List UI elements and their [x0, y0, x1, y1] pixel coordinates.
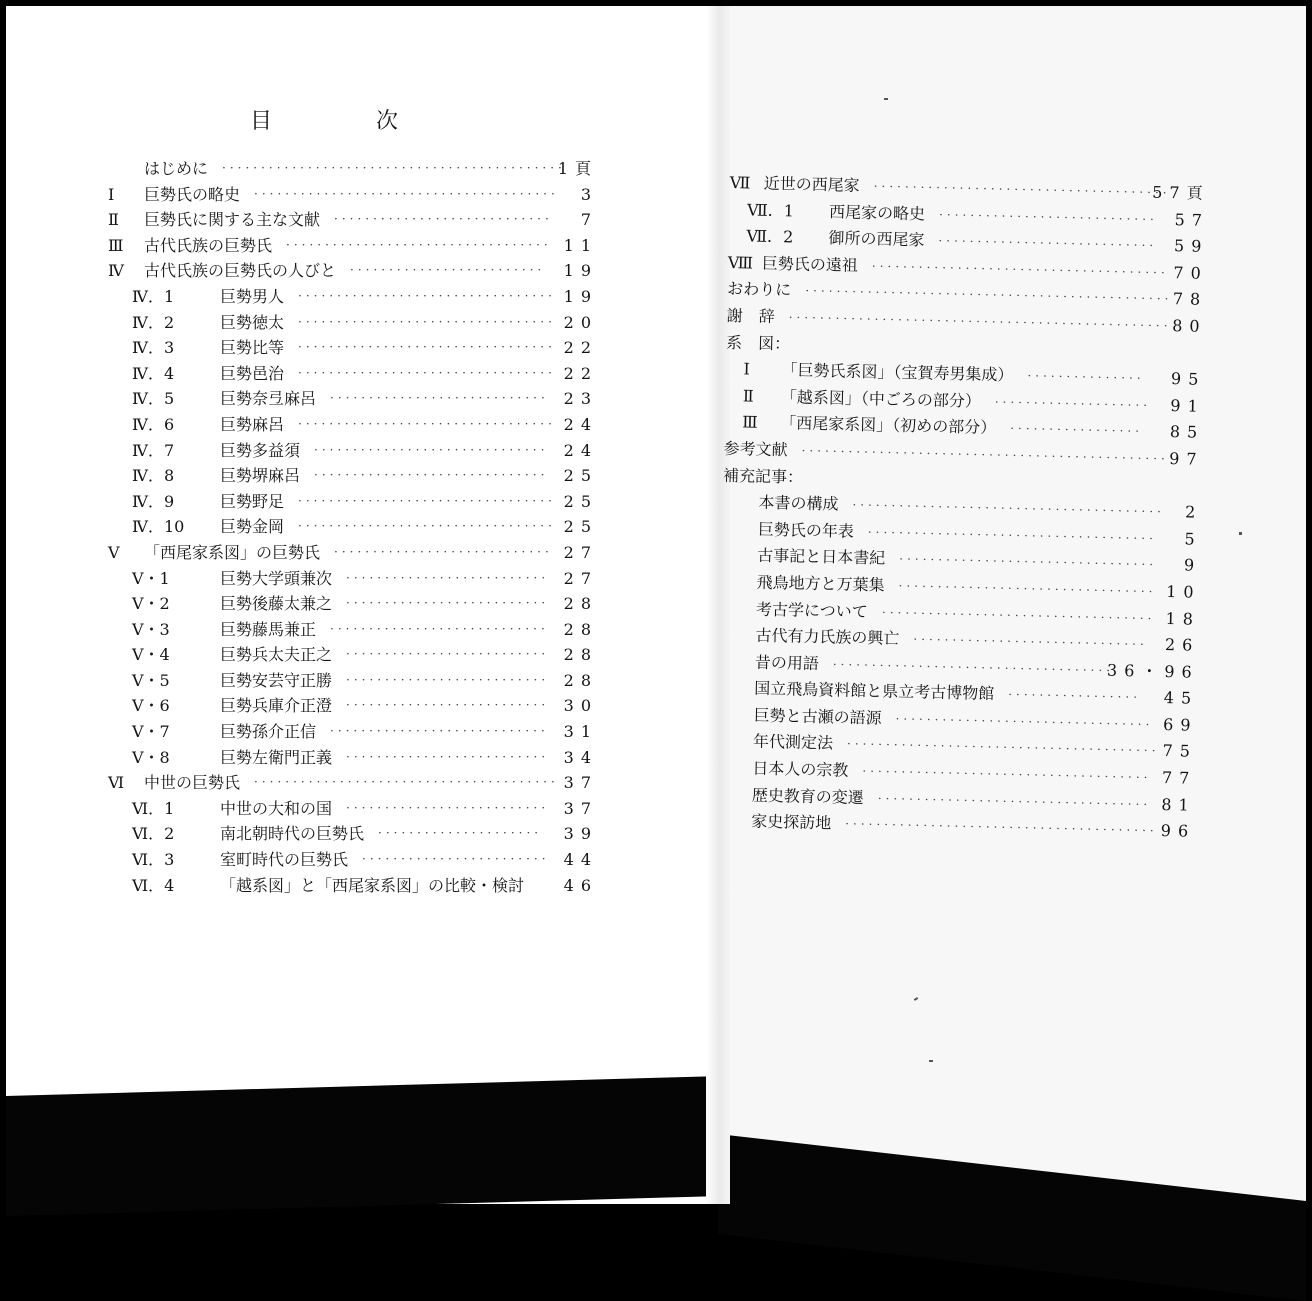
toc-entry-page: 28	[563, 594, 598, 614]
toc-entry-label: 中世の巨勢氏	[144, 773, 241, 793]
toc-dot-leader: ······························	[913, 632, 1148, 652]
toc-entry-number: Ⅵ．2	[132, 824, 175, 844]
toc-dot-leader: ·································	[298, 340, 556, 355]
toc-entry	[108, 412, 598, 438]
toc-entry-label: 巨勢金岡	[220, 517, 285, 537]
toc-entry-label: 巨勢後藤太兼之	[220, 594, 333, 614]
toc-entry	[108, 182, 598, 208]
toc-entry-page: 57頁	[1152, 182, 1210, 203]
toc-entry-label: 年代測定法	[752, 732, 834, 753]
toc-entry-number: Ⅶ．1	[746, 199, 795, 221]
toc-entry-page: 22	[563, 363, 598, 383]
toc-dot-leader: ····························	[334, 212, 553, 227]
toc-entry-page: 59	[1173, 236, 1209, 257]
toc-dot-leader: ··························	[346, 570, 550, 585]
toc-entry-label: 「越系図」（中ごろの部分）	[780, 386, 982, 411]
toc-entry-page: 36・96	[1106, 660, 1199, 682]
toc-entry-number	[719, 667, 755, 668]
toc-entry-number: Ⅳ．4	[132, 363, 175, 383]
toc-dot-leader: ····················	[994, 394, 1152, 413]
toc-entry-number: Ⅰ	[743, 359, 751, 379]
toc-entry-page: 34	[563, 747, 598, 767]
toc-entry-label: 巨勢左衛門正義	[220, 747, 333, 767]
toc-dot-leader: ·································	[898, 578, 1157, 599]
toc-entry-page: 19	[563, 261, 598, 281]
toc-entry-page: 70	[1173, 262, 1208, 283]
toc-dot-leader: ···············································	[801, 443, 1169, 466]
toc-entry	[108, 463, 598, 489]
toc-entry-number: Ⅴ・8	[132, 747, 170, 767]
toc-entry-label: 南北朝時代の巨勢氏	[220, 824, 365, 844]
toc-entry-label: 巨勢比等	[220, 338, 285, 358]
toc-entry-label: 「越系図」と「西尾家系図」の比較・検討	[220, 875, 525, 895]
toc-entry	[108, 438, 598, 464]
toc-entry-page: 19	[563, 286, 598, 306]
toc-entry-number: Ⅳ．7	[132, 440, 175, 460]
toc-entry-number: Ⅳ．8	[132, 466, 175, 486]
toc-entry-page: 25	[563, 491, 598, 511]
toc-dot-leader: ·······································	[254, 775, 559, 790]
toc-dot-leader: ·································	[298, 519, 556, 534]
toc-entry-page: 24	[563, 414, 598, 434]
toc-dot-leader: ····························	[938, 207, 1158, 227]
toc-dot-leader: ··································	[286, 237, 552, 252]
toc-entry-page: 81	[1161, 794, 1196, 815]
toc-dot-leader: ········································	[845, 817, 1158, 839]
toc-dot-leader: ·································	[298, 314, 556, 329]
toc-dot-leader: ····························	[334, 544, 553, 559]
page-edge-shadow	[6, 1076, 718, 1216]
toc-dot-leader: ······································	[871, 259, 1169, 280]
toc-entry	[108, 693, 598, 719]
toc-entry-page: 77	[1161, 768, 1197, 788]
toc-entry-page: 1頁	[557, 159, 598, 178]
toc-dot-leader: ·················	[1010, 421, 1144, 439]
toc-dot-leader: ····························	[330, 621, 549, 636]
toc-entry-number: Ⅴ・7	[132, 722, 170, 742]
toc-dot-leader: ·································	[298, 365, 556, 380]
toc-entry-page: 28	[563, 619, 598, 639]
toc-entry-label: 巨勢兵庫介正澄	[220, 696, 333, 716]
toc-entry-page: 91	[1170, 395, 1205, 416]
toc-entry-number: Ⅴ	[108, 542, 120, 562]
toc-dot-leader: ·····················	[378, 826, 543, 841]
toc-entry-label: 飛鳥地方と万葉集	[756, 572, 885, 595]
toc-entry-label: 巨勢大学頭兼次	[220, 568, 333, 588]
toc-dot-leader: ·································	[298, 416, 556, 431]
toc-right-column	[715, 170, 1210, 846]
toc-entry-label: 巨勢氏に関する主な文献	[144, 210, 321, 230]
toc-dot-leader: ·································	[298, 288, 556, 303]
toc-entry	[108, 284, 598, 310]
toc-dot-leader: ·························	[350, 263, 546, 278]
toc-entry-number: Ⅴ・3	[132, 619, 170, 639]
toc-entry-page: 78	[1172, 289, 1208, 310]
toc-dot-leader: ··························	[346, 596, 550, 611]
toc-entry-label: 本書の構成	[758, 492, 839, 514]
toc-dot-leader: ··························	[346, 749, 550, 764]
toc-dot-leader: ······································	[873, 179, 1171, 200]
toc-entry-label: 昔の用語	[754, 652, 820, 673]
toc-entry-label: 巨勢氏の略史	[144, 184, 241, 204]
dust-speck	[1239, 532, 1242, 535]
toc-entry-page: 69	[1162, 714, 1198, 735]
toc-dot-leader: ························	[362, 852, 550, 867]
toc-entry-label: 巨勢安芸守正勝	[220, 670, 333, 690]
toc-entry	[108, 156, 598, 182]
toc-entry	[108, 873, 598, 899]
toc-entry-label: 家史探訪地	[751, 811, 832, 833]
toc-entry-page: 30	[563, 696, 598, 716]
toc-entry-label: 日本人の宗教	[752, 758, 849, 780]
toc-entry-label: 巨勢と古瀬の語源	[753, 705, 882, 728]
toc-dot-leader: ······························	[314, 468, 549, 483]
toc-entry-label: 謝 辞	[726, 305, 775, 327]
toc-dot-leader: ····························	[330, 391, 549, 406]
toc-entry-number	[716, 799, 752, 800]
toc-entry-page: 10	[1165, 581, 1201, 602]
toc-entry	[108, 335, 598, 361]
toc-entry-number	[722, 507, 758, 508]
toc-entry	[108, 207, 598, 233]
toc-entry-label: 巨勢奈弖麻呂	[220, 389, 317, 409]
toc-dot-leader: ········································	[846, 737, 1160, 759]
toc-entry-label: 補充記事：	[722, 465, 804, 487]
toc-dot-leader: ··························	[346, 698, 550, 713]
toc-entry-number	[720, 613, 756, 614]
toc-entry-label: 中世の大和の国	[220, 798, 333, 818]
toc-entry	[108, 514, 598, 540]
toc-title-char: 目	[250, 109, 275, 134]
toc-entry	[108, 489, 598, 515]
toc-entry-number: Ⅳ．3	[132, 338, 175, 358]
toc-entry-number: Ⅰ	[108, 184, 115, 204]
toc-entry	[108, 566, 598, 592]
toc-entry-page: 37	[563, 773, 598, 793]
toc-entry-number: Ⅵ．4	[132, 875, 175, 895]
toc-entry-number: Ⅴ・1	[132, 568, 170, 588]
toc-dot-leader: ···································	[877, 791, 1152, 812]
toc-dot-leader: ····································	[832, 657, 1115, 678]
toc-entry-label: 近世の西尾家	[763, 173, 860, 195]
toc-entry-number	[718, 720, 754, 721]
toc-dot-leader: ·································	[895, 711, 1154, 732]
toc-entry-label: 古代氏族の巨勢氏の人びと	[144, 261, 337, 281]
toc-entry-number: Ⅵ．3	[132, 850, 175, 870]
toc-entry-page: 31	[563, 722, 598, 742]
toc-dot-leader: ············································	[222, 161, 566, 175]
toc-entry-label: 巨勢野足	[220, 491, 285, 511]
toc-dot-leader: ····························	[330, 724, 549, 739]
toc-dot-leader: ·······································	[254, 186, 559, 201]
toc-entry-label: 巨勢麻呂	[220, 414, 285, 434]
toc-entry-number: Ⅵ．1	[132, 798, 175, 818]
toc-entry-label: 古代有力氏族の興亡	[755, 625, 900, 649]
toc-entry-label: 国立飛鳥資料館と県立考古博物館	[754, 678, 995, 704]
toc-dot-leader: ·····································	[867, 524, 1158, 546]
toc-entry-number: Ⅶ．2	[746, 226, 794, 247]
toc-entry-page: 9	[1183, 555, 1202, 576]
toc-entry-label: 西尾家の略史	[828, 201, 926, 224]
toc-entry-number	[718, 693, 754, 694]
toc-dot-leader: ········································	[852, 497, 1166, 520]
toc-entry-label: 「西尾家系図」（初めの部分）	[780, 413, 997, 438]
toc-entry-page: 27	[563, 568, 598, 588]
toc-entry	[108, 719, 598, 745]
toc-entry	[108, 310, 598, 336]
toc-dot-leader: ·································	[298, 493, 556, 508]
toc-entry-number: Ⅴ・5	[132, 670, 170, 690]
toc-entry-label: 巨勢氏の年表	[757, 519, 855, 541]
toc-entry-label: 「巨勢氏系図」（宝賀寿男集成）	[781, 360, 1014, 385]
toc-entry-label: 巨勢氏の遠祖	[761, 253, 859, 275]
toc-entry-number: Ⅳ．5	[132, 389, 175, 409]
toc-entry-label: 御所の西尾家	[828, 228, 925, 250]
toc-entry	[108, 668, 598, 694]
toc-entry-label: おわりに	[727, 279, 792, 300]
toc-entry-page: 28	[563, 645, 598, 665]
toc-entry-page: 23	[563, 389, 598, 409]
toc-entry	[108, 386, 598, 412]
toc-dot-leader: ···············	[1027, 368, 1145, 386]
toc-entry-page: 18	[1165, 608, 1201, 629]
toc-entry-page: 7	[580, 210, 598, 230]
toc-entry-number: Ⅲ	[108, 235, 124, 255]
toc-entry-number: Ⅲ	[742, 412, 758, 433]
toc-dot-leader: ······························	[314, 442, 549, 457]
toc-entry-page: 44	[563, 850, 598, 870]
toc-entry-number: Ⅴ・2	[132, 594, 170, 614]
toc-entry-number	[722, 534, 758, 535]
toc-entry-label: 系 図：	[725, 332, 791, 353]
toc-dot-leader: ···············································	[805, 284, 1173, 307]
toc-entry-page: 97	[1168, 448, 1204, 469]
toc-entry-page: 27	[563, 542, 598, 562]
toc-dot-leader: ·································	[899, 552, 1158, 573]
toc-entry-page: 2	[1184, 502, 1203, 522]
toc-entry	[108, 617, 598, 643]
toc-entry-label: 巨勢孫介正信	[220, 722, 317, 742]
toc-entry-number	[716, 773, 752, 774]
toc-entry	[108, 642, 598, 668]
toc-entry-page: 22	[563, 338, 598, 358]
toc-dot-leader: ·················	[1008, 687, 1142, 705]
toc-entry-label: 「西尾家系図」の巨勢氏	[144, 542, 321, 562]
toc-entry-label: 歴史教育の変遷	[751, 785, 865, 807]
toc-entry-label: 古事記と日本書紀	[757, 546, 886, 568]
toc-dot-leader: ··························	[346, 672, 550, 687]
toc-entry-number: Ⅳ．1	[132, 286, 175, 306]
toc-entry-page: 45	[1163, 688, 1199, 709]
toc-dot-leader: ··························	[346, 647, 550, 662]
toc-entry-label: 巨勢邑治	[220, 363, 285, 383]
toc-dot-leader: ···································	[881, 605, 1156, 626]
toc-entry-page: 85	[1169, 422, 1205, 443]
toc-entry-page: 57	[1174, 209, 1210, 230]
toc-entry-label: 古代氏族の巨勢氏	[144, 235, 273, 255]
toc-entry-number: Ⅳ	[108, 261, 124, 281]
toc-entry	[108, 361, 598, 387]
toc-entry-page: 25	[563, 466, 598, 486]
toc-entry-page: 80	[1172, 316, 1207, 336]
toc-entry-number: Ⅴ・4	[132, 645, 170, 665]
toc-entry	[108, 258, 598, 284]
toc-dot-leader: ····························	[938, 233, 1158, 253]
toc-entry-page: 75	[1162, 741, 1198, 762]
toc-entry-label: 巨勢多益須	[220, 440, 301, 460]
toc-entry-page: 25	[563, 517, 598, 537]
toc-entry-page: 39	[563, 824, 598, 844]
toc-entry-label: 巨勢男人	[220, 286, 285, 306]
toc-title-char: 次	[375, 109, 400, 134]
toc-entry	[108, 796, 598, 822]
toc-entry-number: Ⅱ	[742, 386, 754, 406]
page-edge-shadow	[718, 1134, 1306, 1301]
toc-entry-number: Ⅳ．9	[132, 491, 175, 511]
toc-entry-number: Ⅳ．6	[132, 414, 175, 434]
toc-entry-page: 11	[563, 235, 598, 255]
toc-entry-page: 24	[563, 440, 598, 460]
toc-entry-page: 20	[563, 312, 598, 332]
toc-entry-number: Ⅵ	[108, 773, 125, 793]
toc-entry-page: 37	[563, 798, 598, 818]
toc-entry-number: Ⅳ．2	[132, 312, 175, 332]
toc-entry-number	[719, 640, 755, 641]
toc-entry-label: 巨勢徳太	[220, 312, 285, 332]
toc-entry-page: 3	[580, 184, 598, 204]
toc-entry-page: 5	[1184, 529, 1202, 549]
toc-entry-label: 考古学について	[755, 599, 868, 621]
toc-entry	[108, 770, 598, 796]
toc-entry-number	[721, 560, 757, 561]
toc-entry-label: 室町時代の巨勢氏	[220, 850, 349, 870]
toc-entry-page: 95	[1170, 369, 1206, 389]
toc-entry	[108, 233, 598, 259]
toc-entry	[108, 847, 598, 873]
dust-speck	[884, 98, 888, 100]
toc-entry-number	[715, 826, 751, 827]
toc-entry	[108, 821, 598, 847]
toc-entry-number	[717, 746, 753, 747]
toc-entry-page: 26	[1164, 635, 1200, 655]
toc-entry-label: 巨勢藤馬兼正	[220, 619, 317, 639]
toc-entry-label: はじめに	[144, 159, 209, 178]
toc-entry-number	[721, 587, 757, 588]
toc-entry-page: 46	[563, 875, 598, 895]
toc-title	[250, 104, 400, 135]
toc-dot-leader: ·················································	[788, 310, 1172, 334]
toc-entry	[108, 745, 598, 771]
toc-entry-number: Ⅱ	[108, 210, 119, 230]
toc-entry-number: Ⅶ	[729, 172, 751, 193]
toc-dot-leader: ·····································	[862, 764, 1152, 785]
toc-entry-label: 参考文献	[723, 438, 788, 460]
toc-entry-label: 巨勢堺麻呂	[220, 466, 301, 486]
toc-entry	[108, 591, 598, 617]
toc-entry-page: 28	[563, 670, 598, 690]
dust-speck	[929, 1060, 933, 1062]
toc-entry-number: Ⅷ	[727, 252, 754, 273]
toc-dot-leader: ··························	[346, 800, 550, 815]
toc-entry	[108, 540, 598, 566]
toc-entry-label: 巨勢兵太夫正之	[220, 645, 333, 665]
toc-entry-page: 96	[1160, 821, 1196, 841]
toc-entry-number: Ⅴ・6	[132, 696, 170, 716]
toc-entry-number: Ⅳ．10	[132, 517, 185, 537]
toc-left-column	[108, 156, 598, 898]
